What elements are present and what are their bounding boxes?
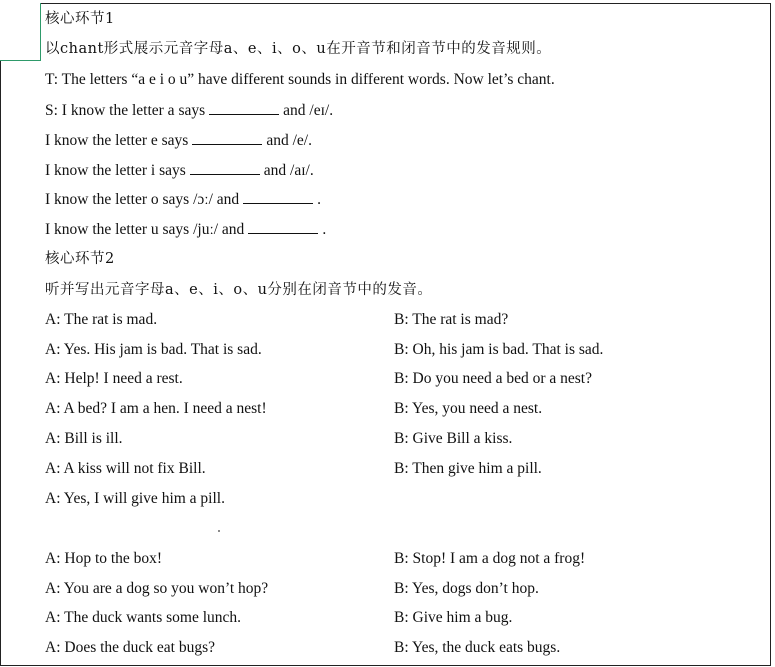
- dialogue-line-a: A: A bed? I am a hen. I need a nest!: [45, 400, 267, 417]
- dialogue-line-a: A: A kiss will not fix Bill.: [45, 460, 206, 477]
- chant-line: [45, 100, 333, 121]
- chant-line: [45, 160, 314, 181]
- answer-blank[interactable]: [248, 219, 318, 234]
- answer-blank[interactable]: [192, 130, 262, 145]
- dialogue-line-b: B: Give him a bug.: [394, 609, 513, 626]
- corner-tab-horizontal: [0, 60, 41, 61]
- answer-blank[interactable]: [209, 100, 279, 115]
- frame-border-left: [0, 60, 1, 666]
- chant-text: .: [322, 221, 327, 238]
- dialogue-line-a: A: Does the duck eat bugs?: [45, 639, 216, 656]
- chant-line: [45, 130, 312, 151]
- dialogue-line-a: A: Yes. His jam is bad. That is sad.: [45, 341, 262, 358]
- chant-line: [45, 219, 326, 240]
- dialogue-line-b: B: Then give him a pill.: [394, 460, 542, 477]
- chant-text: and /aɪ/.: [263, 162, 314, 179]
- dialogue-line-b: B: Yes, the duck eats bugs.: [394, 639, 561, 656]
- corner-tab-vertical: [40, 3, 41, 60]
- dialogue-line-b: B: Give Bill a kiss.: [394, 430, 513, 447]
- answer-blank[interactable]: [190, 160, 260, 175]
- dialogue-line-b: B: Do you need a bed or a nest?: [394, 370, 592, 387]
- stray-dot: [218, 530, 220, 532]
- section2-instruction: 听并写出元音字母a、e、i、o、u分别在闭音节中的发音。: [45, 282, 433, 298]
- section1-instruction: 以chant形式展示元音字母a、e、i、o、u在开音节和闭音节中的发音规则。: [45, 41, 552, 57]
- frame-border-right: [770, 3, 771, 666]
- section1-title: 核心环节1: [45, 11, 115, 27]
- dialogue-line-a: A: The rat is mad.: [45, 311, 158, 328]
- teacher-line: T: The letters “a e i o u” have different sounds in different words. Now let’s chant.: [45, 71, 555, 88]
- frame-border-top: [40, 3, 771, 4]
- chant-text: .: [317, 191, 322, 208]
- chant-text: and /eɪ/.: [283, 102, 334, 119]
- dialogue-line-b: B: Oh, his jam is bad. That is sad.: [394, 341, 604, 358]
- chant-line: [45, 189, 321, 210]
- dialogue-line-a: A: Hop to the box!: [45, 550, 163, 567]
- answer-blank[interactable]: [243, 189, 313, 204]
- frame-border-bottom: [0, 665, 771, 666]
- chant-text: I know the letter i says: [45, 162, 186, 179]
- section2-title: 核心环节2: [45, 251, 115, 267]
- dialogue-line-a: A: The duck wants some lunch.: [45, 609, 242, 626]
- dialogue-line-b: B: Yes, dogs don’t hop.: [394, 580, 539, 597]
- dialogue-line-a: A: Help! I need a rest.: [45, 370, 183, 387]
- chant-text: and /e/.: [266, 132, 312, 149]
- dialogue-line-a: A: Bill is ill.: [45, 430, 123, 447]
- dialogue-line-b: B: The rat is mad?: [394, 311, 509, 328]
- chant-text: I know the letter u says /juː/ and: [45, 221, 245, 238]
- chant-text: I know the letter e says: [45, 132, 189, 149]
- dialogue-line-a: A: You are a dog so you won’t hop?: [45, 580, 269, 597]
- dialogue-line-b: B: Stop! I am a dog not a frog!: [394, 550, 586, 567]
- dialogue-line-b: B: Yes, you need a nest.: [394, 400, 543, 417]
- chant-text: I know the letter o says /ɔː/ and: [45, 191, 240, 208]
- chant-text: S: I know the letter a says: [45, 102, 206, 119]
- dialogue-line-a: A: Yes, I will give him a pill.: [45, 490, 225, 507]
